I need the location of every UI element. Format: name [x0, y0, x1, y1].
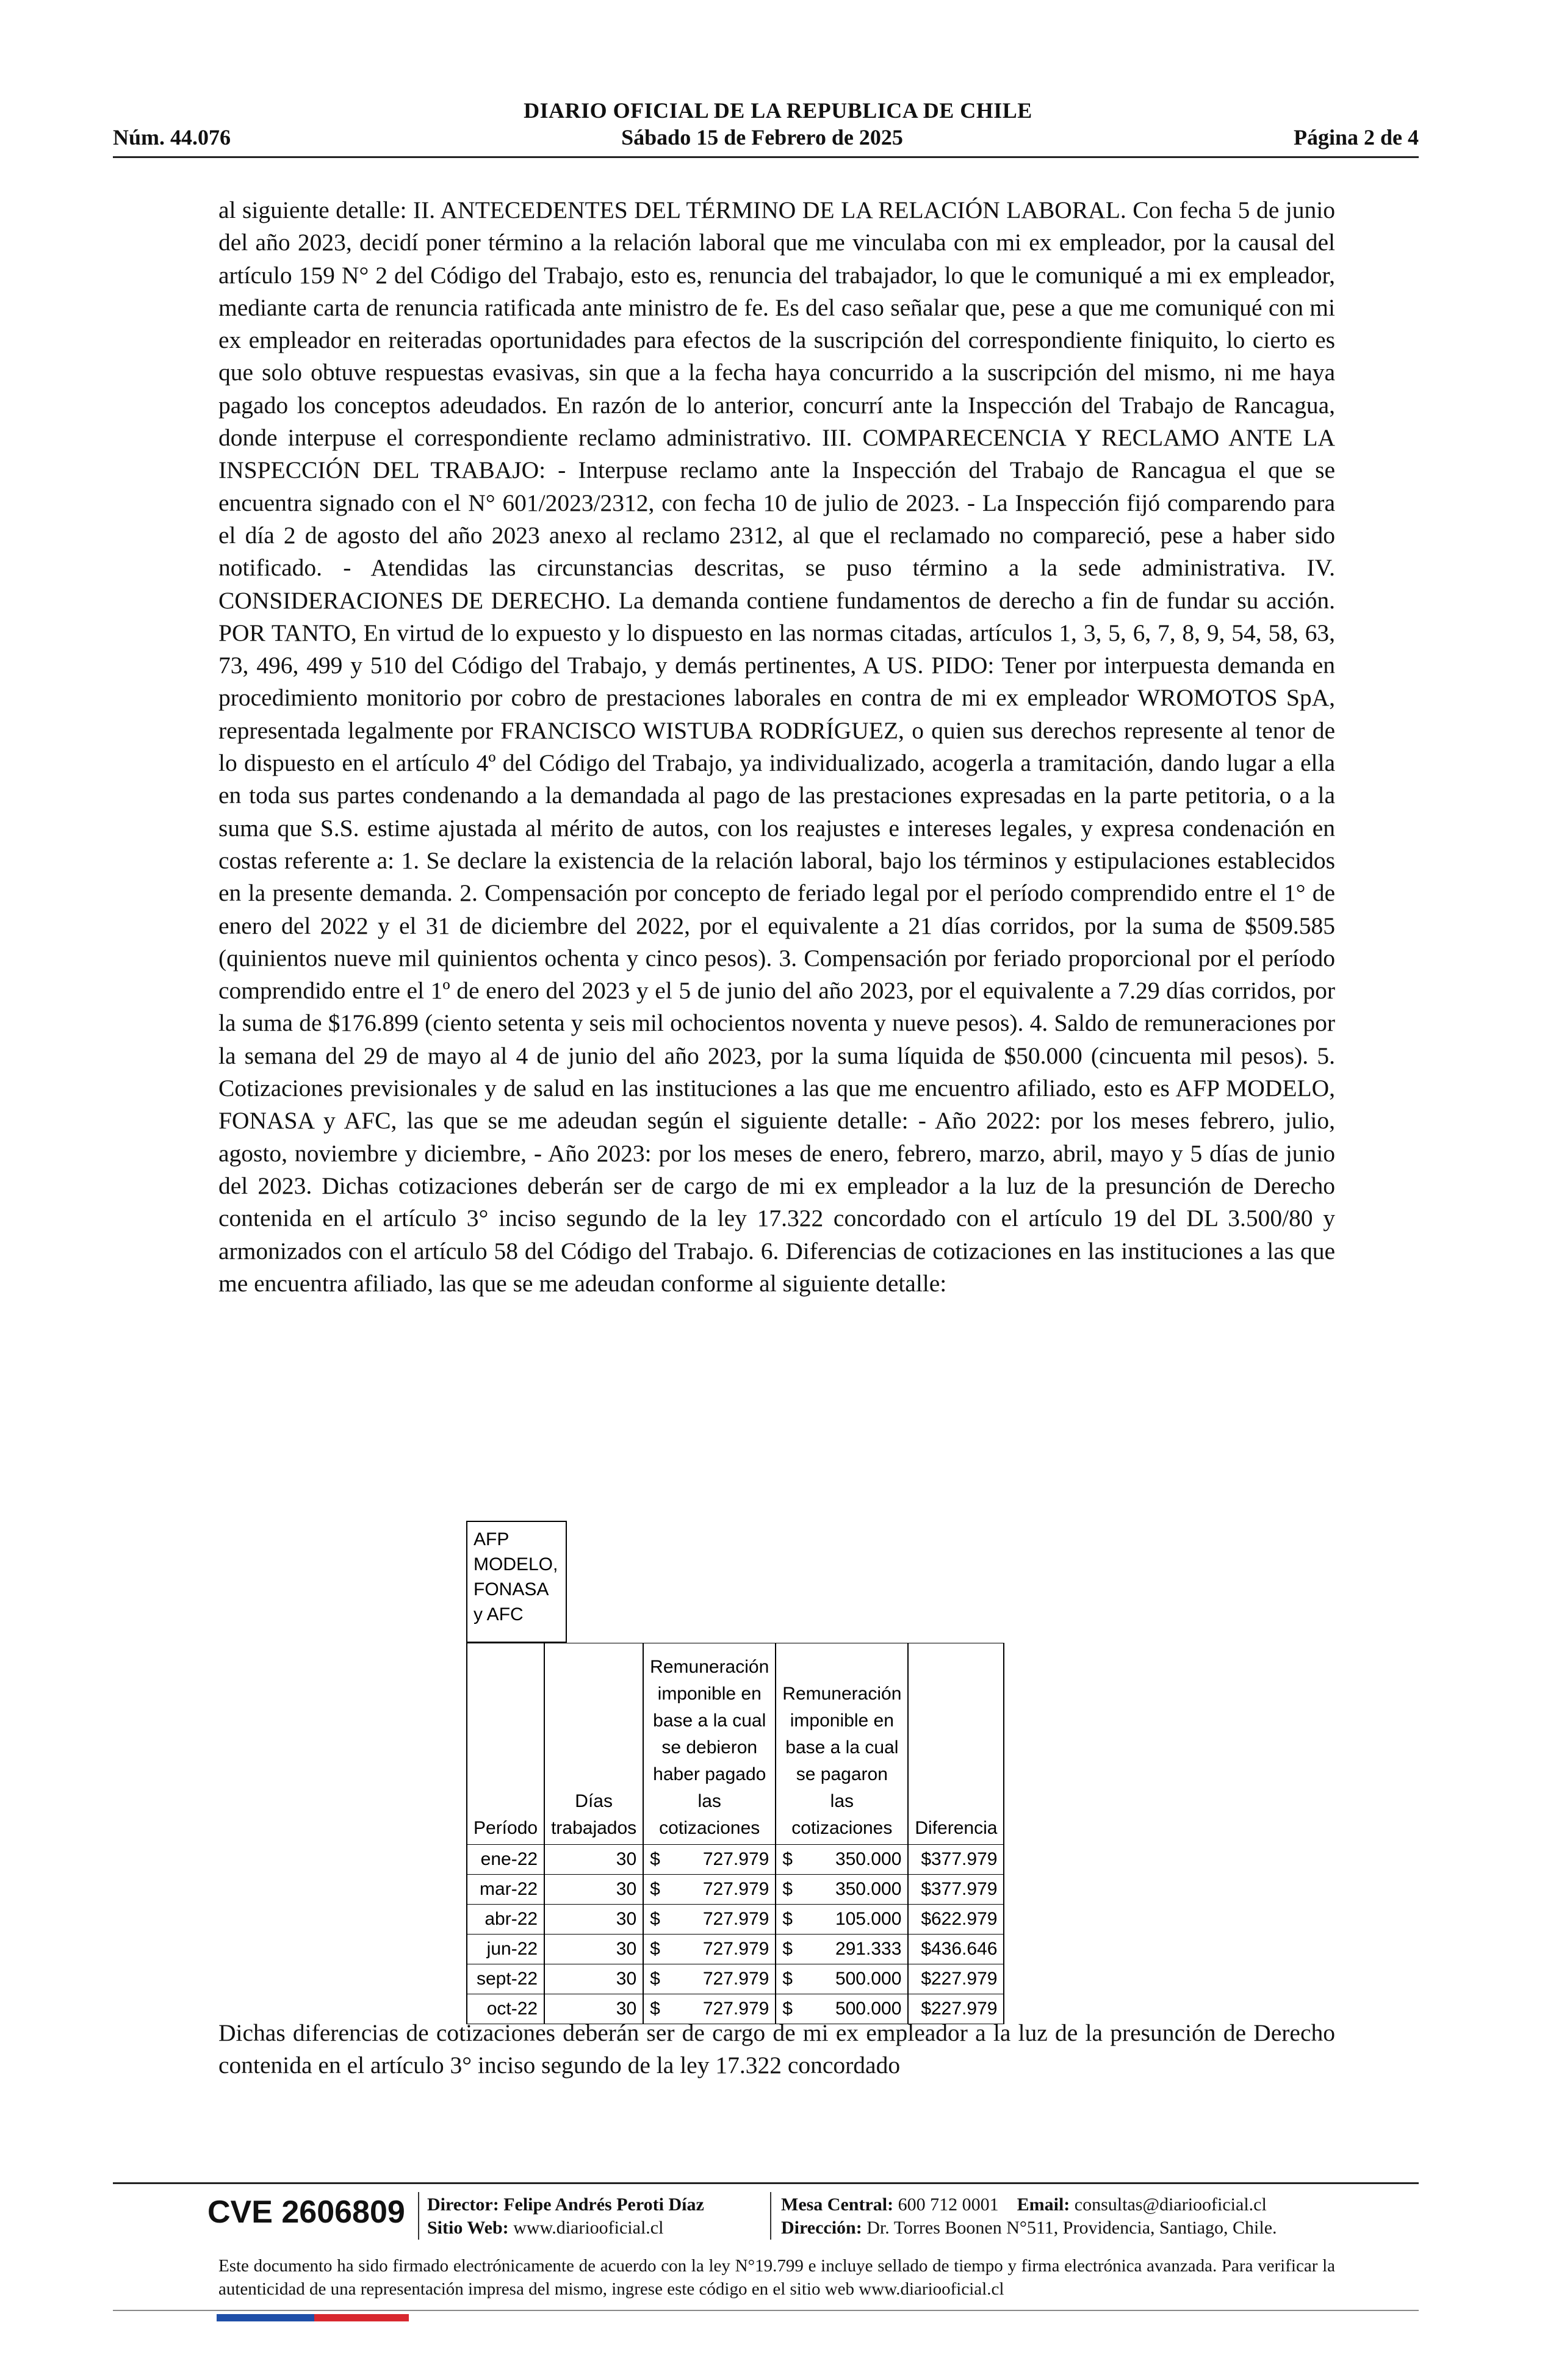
header-periodo: Período	[467, 1643, 544, 1845]
cell-rem-debida-value: 727.979	[702, 1879, 769, 1899]
cell-rem-debida	[643, 1875, 776, 1905]
cell-rem-debida-value: 727.979	[702, 1999, 769, 2019]
cell-diferencia: $436.646	[908, 1935, 1004, 1964]
currency-symbol: $	[650, 1849, 660, 1869]
address-value: Dr. Torres Boonen N°511, Providencia, Santiago, Chile.	[866, 2218, 1277, 2238]
cell-rem-debida	[643, 1935, 776, 1964]
table-body	[467, 1845, 1004, 2024]
body-paragraph-1	[218, 194, 1335, 1300]
cell-rem-debida-value: 727.979	[702, 1849, 769, 1869]
header-rem-pagada: Remuneración imponible en base a la cual se pagaron las cotizaciones	[776, 1643, 908, 1845]
table-row	[467, 1964, 1004, 1994]
cell-dias: 30	[544, 1845, 643, 1875]
director-label: Director:	[427, 2194, 499, 2215]
footer-director-block	[427, 2193, 704, 2240]
cell-rem-pagada	[776, 1845, 908, 1875]
footer-separator	[770, 2192, 771, 2240]
flag-stripe-red	[314, 2314, 409, 2321]
cell-dias: 30	[544, 1994, 643, 2024]
header-row	[113, 122, 1419, 153]
table-row	[467, 1875, 1004, 1905]
currency-symbol: $	[782, 1849, 793, 1869]
body-paragraph-2	[218, 2017, 1335, 2082]
cell-rem-debida-value: 727.979	[702, 1909, 769, 1929]
cell-diferencia: $377.979	[908, 1875, 1004, 1905]
currency-symbol: $	[782, 1939, 793, 1959]
cell-rem-pagada-value: 500.000	[835, 1969, 902, 1989]
currency-symbol: $	[650, 1879, 660, 1899]
currency-symbol: $	[650, 1999, 660, 2019]
cell-periodo: abr-22	[467, 1905, 544, 1935]
site-label: Sitio Web:	[427, 2218, 509, 2238]
cell-diferencia: $227.979	[908, 1994, 1004, 2024]
table-header-row	[467, 1643, 1004, 1845]
issue-date: Sábado 15 de Febrero de 2025	[621, 125, 903, 150]
currency-symbol: $	[782, 1969, 793, 1989]
page-indicator: Página 2 de 4	[1293, 125, 1419, 150]
currency-symbol: $	[650, 1909, 660, 1929]
cell-rem-pagada	[776, 1935, 908, 1964]
cell-rem-pagada-value: 500.000	[835, 1999, 902, 2019]
cell-rem-pagada	[776, 1964, 908, 1994]
cell-rem-pagada	[776, 1905, 908, 1935]
cell-diferencia: $227.979	[908, 1964, 1004, 1994]
header-rem-debida: Remuneración imponible en base a la cual se debieron haber pagado las cotizaciones	[643, 1643, 776, 1845]
mesa-phone: 600 712 0001	[898, 2194, 999, 2215]
cell-rem-pagada-value: 291.333	[835, 1939, 902, 1959]
currency-symbol: $	[650, 1969, 660, 1989]
issue-number: Núm. 44.076	[113, 125, 231, 150]
footer-bottom-rule	[113, 2310, 1419, 2311]
director-name: Felipe Andrés Peroti Díaz	[503, 2194, 704, 2215]
cell-periodo: jun-22	[467, 1935, 544, 1964]
footer-separator	[418, 2192, 419, 2240]
cell-rem-debida	[643, 1845, 776, 1875]
footer-divider	[113, 2182, 1419, 2184]
differences-table	[466, 1643, 1004, 2024]
currency-symbol: $	[782, 1909, 793, 1929]
cell-rem-debida	[643, 1905, 776, 1935]
cell-dias: 30	[544, 1935, 643, 1964]
mesa-label: Mesa Central:	[781, 2194, 894, 2215]
footer-contact-block	[781, 2193, 1277, 2240]
email-label: Email:	[1017, 2194, 1070, 2215]
newspaper-title: DIARIO OFICIAL DE LA REPUBLICA DE CHILE	[524, 98, 1032, 123]
cell-rem-debida-value: 727.979	[702, 1939, 769, 1959]
cell-rem-debida-value: 727.979	[702, 1969, 769, 1989]
cell-diferencia: $622.979	[908, 1905, 1004, 1935]
cell-periodo: mar-22	[467, 1875, 544, 1905]
cell-periodo: sept-22	[467, 1964, 544, 1994]
cell-rem-debida	[643, 1964, 776, 1994]
cell-diferencia: $377.979	[908, 1845, 1004, 1875]
cell-rem-pagada	[776, 1875, 908, 1905]
paragraph-text: al siguiente detalle: II. ANTECEDENTES DEL TÉRMINO DE LA RELACIÓN LABORAL. Con fecha 5 de junio del año 2023, decidí poner término a la relación laboral que me vinculaba con mi ex empleador, por la causal del artículo 159 N° 2 del Código del Trabajo, esto es, renuncia del trabajador, lo que le comuniqué a mi ex empleador, mediante carta de renuncia ratificada ante ministro de fe. Es del caso señalar que, pese a que me comuniqué con mi ex empleador en reiteradas oportunidades para efectos de la suscripción del correspondiente finiquito, lo cierto es que solo obtuve respuestas evasivas, sin que a la fecha haya concurrido a la suscripción del mismo, ni me haya pagado los conceptos adeudados. En razón de lo anterior, concurrí ante la Inspección del Trabajo de Rancagua, donde interpuse el correspondiente reclamo administrativo. III. COMPARECENCIA Y RECLAMO ANTE LA INSPECCIÓN DEL TRABAJO: - Interpuse reclamo ante la Inspección del Trabajo de Rancagua el que se encuentra signado con el N° 601/2023/2312, con fecha 10 de julio de 2023. - La Inspección fijó comparendo para el día 2 de agosto del año 2023 anexo al reclamo 2312, al que el reclamado no compareció, pese a haber sido notificado. - Atendidas las circunstancias descritas, se puso término a la sede administrativa. IV. CONSIDERACIONES DE DERECHO. La demanda contiene fundamentos de derecho a fin de fundar su acción. POR TANTO, En virtud de lo expuesto y lo dispuesto en las normas citadas, artículos 1, 3, 5, 6, 7, 8, 9, 54, 58, 63, 73, 496, 499 y 510 del Código del Trabajo, y demás pertinentes, A US. PIDO: Tener por interpuesta demanda en procedimiento monitorio por cobro de prestaciones laborales en contra de mi ex empleador WROMOTOS SpA, representada legalmente por FRANCISCO WISTUBA RODRÍGUEZ, o quien sus derechos represente al tenor de lo dispuesto en el artículo 4º del Código del Trabajo, ya individualizado, acogerla a tramitación, dando lugar a ella en toda sus partes condenando a la demandada al pago de las prestaciones expresadas en la parte petitoria, o a la suma que S.S. estime ajustada al mérito de autos, con los reajustes e intereses legales, y expresa condenación en costas referente a: 1. Se declare la existencia de la relación laboral, bajo los términos y estipulaciones establecidos en la presente demanda. 2. Compensación por concepto de feriado legal por el período comprendido entre el 1° de enero del 2022 y el 31 de diciembre del 2022, por el equivalente a 21 días corridos, por la suma de $509.585 (quinientos nueve mil quinientos ochenta y cinco pesos). 3. Compensación por feriado proporcional por el período comprendido entre el 1º de enero del 2023 y el 5 de junio del año 2023, por el equivalente a 7.29 días corridos, por la suma de $176.899 (ciento setenta y seis mil ochocientos noventa y nueve pesos). 4. Saldo de remuneraciones por la semana del 29 de mayo al 4 de junio del año 2023, por la suma líquida de $50.000 (cincuenta mil pesos). 5. Cotizaciones previsionales y de salud en las instituciones a las que me encuentro afiliado, esto es AFP MODELO, FONASA y AFC, las que se me adeudan según el siguiente detalle: - Año 2022: por los meses febrero, julio, agosto, noviembre y diciembre, - Año 2023: por los meses de enero, febrero, marzo, abril, mayo y 5 días de junio del 2023. Dichas cotizaciones deberán ser de cargo de mi ex empleador a la luz de la presunción de Derecho contenida en el artículo 3° inciso segundo de la ley 17.322 concordado con el artículo 19 del DL 3.500/80 y armonizados con el artículo 58 del Código del Trabajo. 6. Diferencias de cotizaciones en las instituciones a las que me encuentra afiliado, las que se me adeudan conforme al siguiente detalle:	[218, 197, 1335, 1297]
cell-dias: 30	[544, 1875, 643, 1905]
paragraph-text: Dichas diferencias de cotizaciones deberán ser de cargo de mi ex empleador a la luz de la presunción de Derecho contenida en el artículo 3° inciso segundo de la ley 17.322 concordado	[218, 2019, 1335, 2079]
currency-symbol: $	[782, 1999, 793, 2019]
table-row	[467, 1905, 1004, 1935]
currency-symbol: $	[782, 1879, 793, 1899]
address-label: Dirección:	[781, 2218, 862, 2238]
flag-stripe-blue	[217, 2314, 314, 2321]
cell-rem-pagada-value: 350.000	[835, 1879, 902, 1899]
signature-note: Este documento ha sido firmado electrónicamente de acuerdo con la ley N°19.799 e incluye sellado de tiempo y firma electrónica avanzada. Para verificar la autenticidad de una representación impresa del mismo, ingrese este código en el sitio web www.diariooficial.cl	[218, 2256, 1335, 2299]
cell-rem-pagada-value: 350.000	[835, 1849, 902, 1869]
table-row	[467, 1845, 1004, 1875]
cell-dias: 30	[544, 1964, 643, 1994]
site-link[interactable]: www.diariooficial.cl	[513, 2218, 664, 2238]
table-row	[467, 1935, 1004, 1964]
institution-label: AFP MODELO, FONASA y AFC	[466, 1521, 567, 1643]
cve-code: CVE 2606809	[207, 2194, 405, 2230]
email-link[interactable]: consultas@diariooficial.cl	[1074, 2194, 1267, 2215]
cell-periodo: oct-22	[467, 1994, 544, 2024]
header-diferencia: Diferencia	[908, 1643, 1004, 1845]
header-dias: Días trabajados	[544, 1643, 643, 1845]
cell-dias: 30	[544, 1905, 643, 1935]
cell-rem-pagada-value: 105.000	[835, 1909, 902, 1929]
currency-symbol: $	[650, 1939, 660, 1959]
cell-periodo: ene-22	[467, 1845, 544, 1875]
header-divider	[113, 156, 1419, 158]
